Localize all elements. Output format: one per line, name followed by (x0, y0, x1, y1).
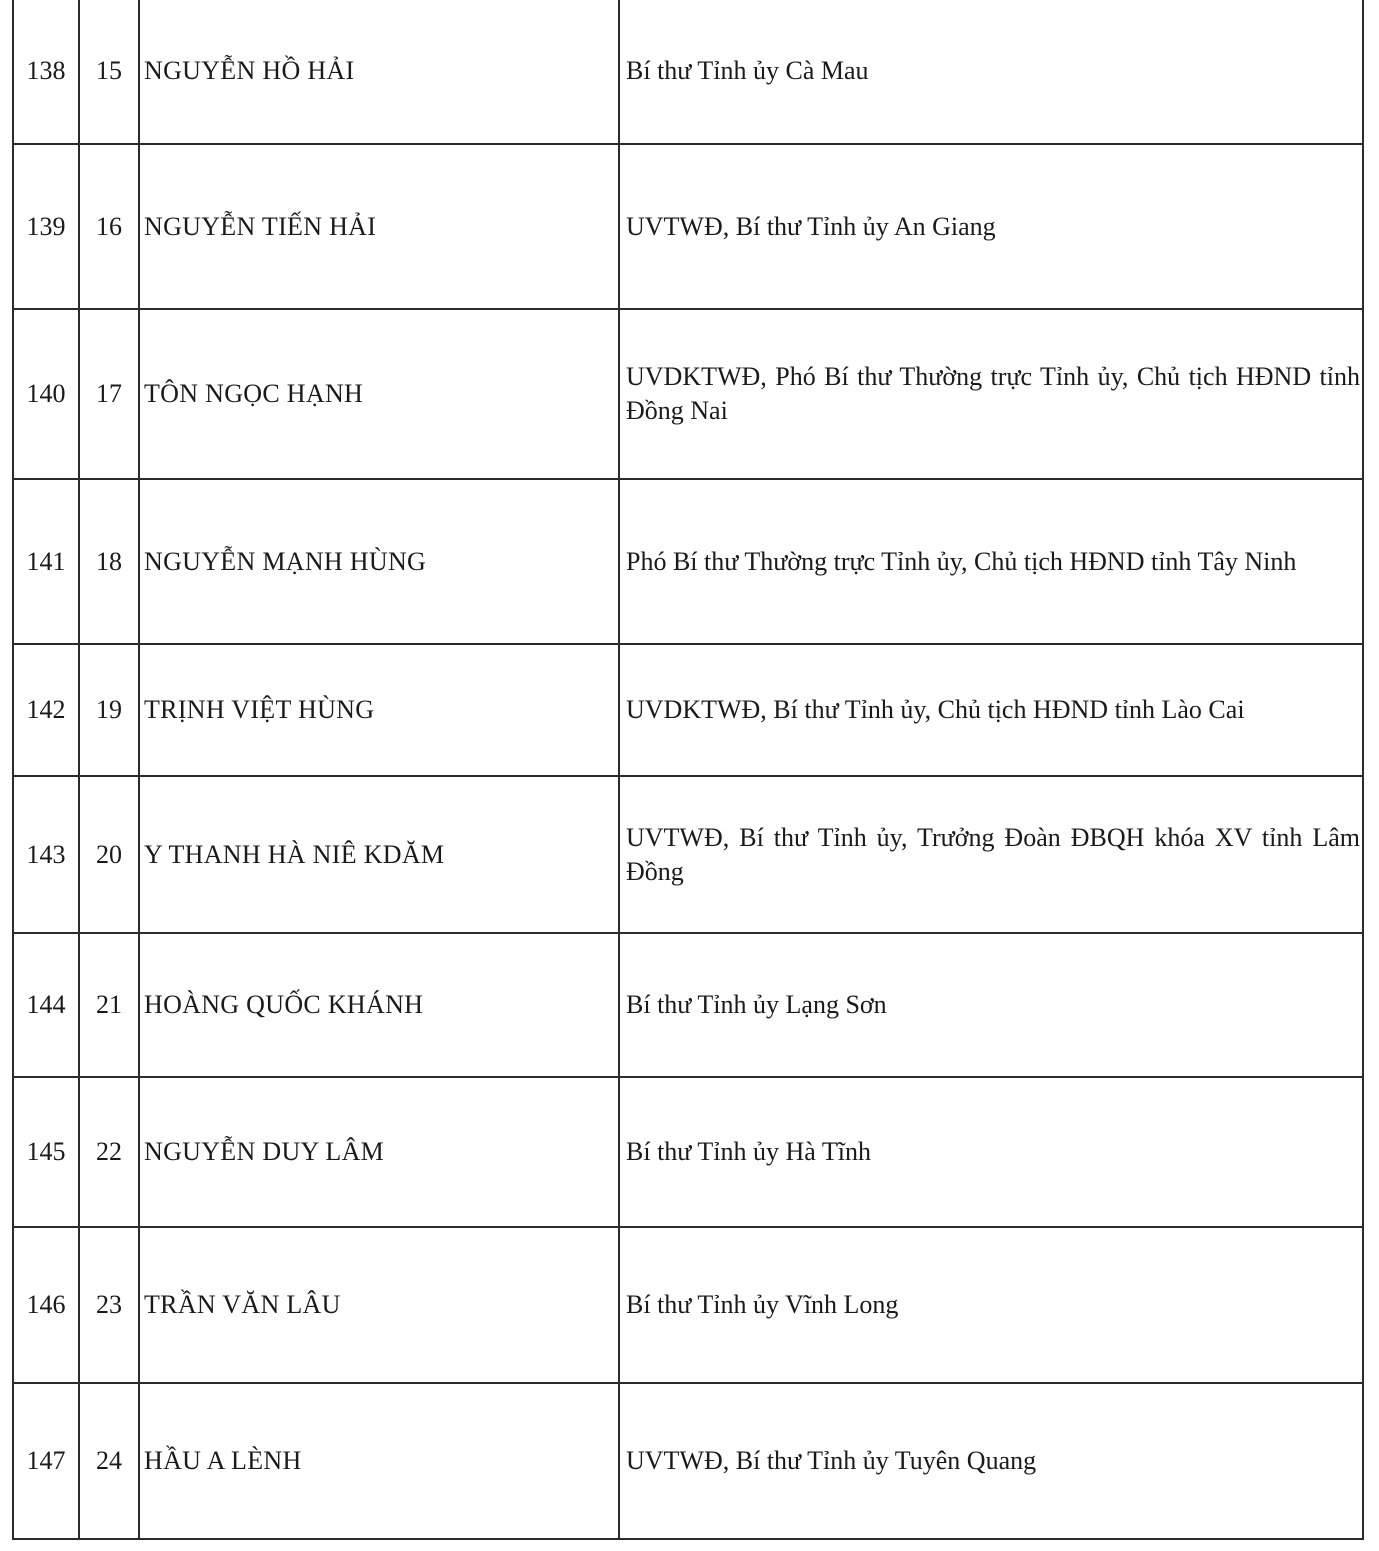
full-name-cell: TRẦN VĂN LÂU (139, 1227, 619, 1383)
overall-number-cell: 139 (13, 144, 79, 309)
table-row (13, 1077, 1363, 1227)
group-number-cell: 24 (79, 1383, 139, 1539)
full-name-cell: NGUYỄN MẠNH HÙNG (139, 479, 619, 644)
table-row (13, 933, 1363, 1077)
position-cell: Bí thư Tỉnh ủy Vĩnh Long (619, 1227, 1363, 1383)
candidate-table (12, 0, 1364, 1540)
full-name-cell: TRỊNH VIỆT HÙNG (139, 644, 619, 776)
position-cell: UVDKTWĐ, Bí thư Tỉnh ủy, Chủ tịch HĐND tỉnh Lào Cai (619, 644, 1363, 776)
table-row (13, 1227, 1363, 1383)
overall-number-cell: 140 (13, 309, 79, 479)
table-row (13, 1383, 1363, 1539)
full-name-cell: NGUYỄN HỒ HẢI (139, 0, 619, 144)
overall-number-cell: 141 (13, 479, 79, 644)
overall-number-cell: 145 (13, 1077, 79, 1227)
table-row (13, 0, 1363, 144)
table-row (13, 776, 1363, 933)
overall-number-cell: 142 (13, 644, 79, 776)
overall-number-cell: 146 (13, 1227, 79, 1383)
table-row (13, 309, 1363, 479)
position-cell: Phó Bí thư Thường trực Tỉnh ủy, Chủ tịch HĐND tỉnh Tây Ninh (619, 479, 1363, 644)
position-cell: UVTWĐ, Bí thư Tỉnh ủy, Trưởng Đoàn ĐBQH khóa XV tỉnh Lâm Đồng (619, 776, 1363, 933)
full-name-cell: HOÀNG QUỐC KHÁNH (139, 933, 619, 1077)
position-cell: Bí thư Tỉnh ủy Cà Mau (619, 0, 1363, 144)
overall-number-cell: 144 (13, 933, 79, 1077)
full-name-cell: TÔN NGỌC HẠNH (139, 309, 619, 479)
table-row (13, 644, 1363, 776)
group-number-cell: 18 (79, 479, 139, 644)
full-name-cell: Y THANH HÀ NIÊ KDĂM (139, 776, 619, 933)
position-cell: Bí thư Tỉnh ủy Lạng Sơn (619, 933, 1363, 1077)
group-number-cell: 19 (79, 644, 139, 776)
group-number-cell: 22 (79, 1077, 139, 1227)
overall-number-cell: 138 (13, 0, 79, 144)
position-cell: UVDKTWĐ, Phó Bí thư Thường trực Tỉnh ủy, Chủ tịch HĐND tỉnh Đồng Nai (619, 309, 1363, 479)
group-number-cell: 17 (79, 309, 139, 479)
position-cell: UVTWĐ, Bí thư Tỉnh ủy An Giang (619, 144, 1363, 309)
full-name-cell: NGUYỄN TIẾN HẢI (139, 144, 619, 309)
position-cell: UVTWĐ, Bí thư Tỉnh ủy Tuyên Quang (619, 1383, 1363, 1539)
overall-number-cell: 147 (13, 1383, 79, 1539)
table-row (13, 144, 1363, 309)
group-number-cell: 20 (79, 776, 139, 933)
group-number-cell: 21 (79, 933, 139, 1077)
group-number-cell: 16 (79, 144, 139, 309)
full-name-cell: HẦU A LÈNH (139, 1383, 619, 1539)
group-number-cell: 23 (79, 1227, 139, 1383)
overall-number-cell: 143 (13, 776, 79, 933)
group-number-cell: 15 (79, 0, 139, 144)
position-cell: Bí thư Tỉnh ủy Hà Tĩnh (619, 1077, 1363, 1227)
full-name-cell: NGUYỄN DUY LÂM (139, 1077, 619, 1227)
table-row (13, 479, 1363, 644)
